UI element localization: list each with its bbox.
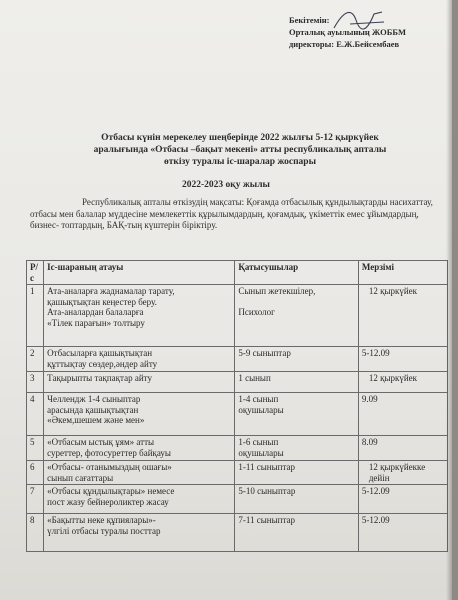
approval-line-3: директоры: Е.Ж.Бейсембаев [289,39,400,49]
row-number: 6 [27,461,44,485]
header-date: Мерзімі [358,261,447,285]
participants-cell [235,436,359,461]
participants-line: 1-4 сынып [238,394,279,404]
table-row [27,347,448,372]
event-name-line: «Отбасы құндылықтары» немесе [47,486,175,496]
participants-line: 5-10 сыныптар [238,486,296,496]
purpose-paragraph: Республикалық апталы өткізудің мақсаты: Қоғамда отбасылық құндылықтарды насихаттау, отбасы мен балалар мүддесіне мемлекеттік құрылымдардың, қоғамдық, үкіметтік емес ұйымдардың, бизнес- топтардың, БАҚ-тың күштерін біріктіру. [30,197,433,230]
row-number: 4 [27,393,44,436]
event-name-cell [44,285,235,347]
row-number: 8 [27,514,44,552]
event-name-line: Тақырыпты тақпақтар айту [47,373,152,383]
event-name-line: «Отбасы- отанымыздың ошағы» [47,462,172,472]
row-number: 3 [27,372,44,393]
participants-cell [235,372,359,393]
date-cell: 12 қыркүйек [358,372,447,393]
title-line-1: Отбасы күнін мерекелеу шеңберінде 2022 жылғы 5-12 қыркүйек [101,133,379,143]
header-event: Іс-шараның атауы [44,261,235,285]
table-row [27,393,448,436]
date-cell: 12 қыркүйек [358,285,447,347]
event-name-line: «Отбасым ыстық ұям» атты [47,437,155,447]
participants-line: оқушылары [238,447,284,458]
row-number: 1 [27,285,44,347]
participants-line: 1-6 сынып [238,437,279,447]
event-name-line: сынып сағаттары [47,472,114,483]
participants-line: 1 сынып [238,373,271,383]
header-number: Р/с [27,261,44,285]
table-body [27,285,448,552]
event-name-line: қашықтықтан кеңестер беру. [47,296,157,307]
title-line-3: өткізу туралы іс-шаралар жоспары [164,157,316,167]
approval-line-2: Орталық ауылының ЖОББМ [289,27,406,37]
document-title [60,132,420,168]
event-name-cell [44,461,235,485]
event-name-cell [44,514,235,552]
participants-line [238,297,355,308]
event-name-cell [44,393,235,436]
participants-cell [235,514,359,552]
date-cell: 8.09 [358,436,447,461]
participants-cell [235,461,359,485]
participants-cell [235,347,359,372]
participants-cell [235,485,359,514]
event-name-line: суреттер, фотосуреттер байқауы [47,447,171,458]
date-cell: 5-12.09 [358,514,447,552]
event-name-line: «Тілек парағын» толтыру [47,317,145,328]
signature-mark [330,6,390,36]
participants-line: Сынып жетекшілер, [238,286,316,296]
event-name-line: арасында қашықтықтан [47,404,139,415]
participants-line: 1-11 сыныптар [238,462,295,472]
participants-cell [235,285,359,347]
date-cell: 12 қыркүйекке дейін [358,461,447,485]
event-name-line: Ата-аналардан балаларға [47,307,144,317]
event-name-line: Отбасыларға қашықтықтан [47,348,153,358]
approval-line-1: Бекітемін: [289,15,330,25]
event-name-line: «Бақытты неке құпиялары»- [47,515,156,525]
participants-line: 5-9 сыныптар [238,348,291,358]
row-number: 7 [27,485,44,514]
table-row [27,514,448,552]
event-name-cell [44,347,235,372]
header-participants: Қатысушылар [235,261,359,285]
event-name-cell [44,485,235,514]
event-name-line: пост жазу бейнероликтер жасау [47,496,169,507]
table-header-row [27,261,448,285]
table-row [27,285,448,347]
participants-line: Психолог [238,307,275,317]
table-row [27,436,448,461]
event-name-line: Ата-аналарға жаднамалар тарату, [47,286,175,296]
row-number: 5 [27,436,44,461]
participants-line: оқушылары [238,404,284,415]
date-cell: 5-12.09 [358,347,447,372]
events-table [26,260,448,552]
participants-line: 7-11 сыныптар [238,515,295,525]
date-cell: 9.09 [358,393,447,436]
event-name-cell [44,436,235,461]
event-name-line: «Әкем,шешем және мен» [47,415,145,425]
academic-year: 2022-2023 оқу жылы [182,180,270,190]
table-row [27,372,448,393]
table-row [27,461,448,485]
participants-cell [235,393,359,436]
event-name-line: үлгілі отбасы туралы посттар [47,525,161,536]
event-name-line: Челлендж 1-4 сыныптар [47,394,141,404]
title-line-2: аралығында «Отбасы –бақыт мекені» атты республикалық апталы [93,145,387,155]
event-name-cell [44,372,235,393]
date-cell: 5-12.09 [358,485,447,514]
row-number: 2 [27,347,44,372]
table-row [27,485,448,514]
event-name-line: құттықтау сөздер,әндер айту [47,358,158,369]
